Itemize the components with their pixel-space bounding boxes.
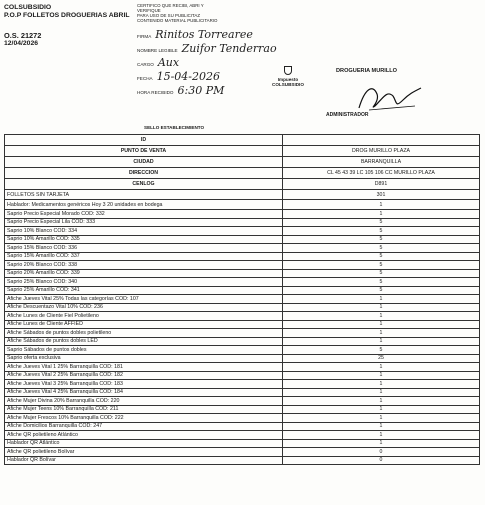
fecha-field: FECHA 15-04-2026 [137, 70, 220, 83]
table-row [5, 397, 480, 406]
delivery-table [4, 134, 480, 465]
nombre-field: NOMBRE LEGIBLE Zuifor Tenderrao [137, 42, 277, 55]
table-row [5, 439, 480, 448]
info-value: DROG MURILLO PLAZA [283, 146, 480, 157]
item-name: Saprio 15% Amarillo COD: 337 [5, 252, 283, 261]
info-row [5, 179, 480, 190]
table-row [5, 337, 480, 346]
item-name: Afiche Jueves Vital 4 25% Barranquilla COD: 184 [5, 388, 283, 397]
table-row [5, 261, 480, 270]
item-quantity: 1 [283, 371, 480, 380]
item-name: Saprio Precio Especial Morado COD: 332 [5, 210, 283, 219]
table-row [5, 388, 480, 397]
item-quantity: 1 [283, 210, 480, 219]
item-quantity: 1 [283, 312, 480, 321]
item-name: Saprio 10% Amarillo COD: 335 [5, 235, 283, 244]
table-row [5, 431, 480, 440]
item-quantity: 5 [283, 244, 480, 253]
table-row [5, 269, 480, 278]
table-row [5, 380, 480, 389]
item-name: Afiche Descuentazo Vital 10% COD: 236 [5, 303, 283, 312]
item-name: Saprio 20% Blanco COD: 338 [5, 261, 283, 270]
info-label: PUNTO DE VENTA [5, 146, 283, 157]
item-name: Saprio Sábados de puntos dobles [5, 346, 283, 355]
item-quantity: 1 [283, 414, 480, 423]
certification-text [137, 3, 257, 23]
sello-label: SELLO ESTABLECIMIENTO [144, 125, 205, 130]
item-quantity: 5 [283, 261, 480, 270]
table-row [5, 210, 480, 219]
table-row [5, 329, 480, 338]
item-quantity: 1 [283, 388, 480, 397]
item-name: Afiche Jueves Vital 3 25% Barranquilla COD: 183 [5, 380, 283, 389]
document-date: 12/04/2026 [4, 40, 39, 48]
shield-icon [284, 66, 292, 75]
item-name: Afiche Jueves Vital 2 25% Barranquilla COD: 182 [5, 371, 283, 380]
table-row [5, 227, 480, 236]
cert-line: CERTIFICO QUE RECIBI, ABRI Y [137, 3, 204, 8]
table-row [5, 371, 480, 380]
table-row [5, 286, 480, 295]
info-value: CL 45 43 39 LC 105 106 CC MURILLO PLAZA [283, 168, 480, 179]
item-quantity: 1 [283, 200, 480, 210]
item-name: Hablador QR Atlántico [5, 439, 283, 448]
info-label: CENLOG [5, 179, 283, 190]
colsubsidio-stamp: Impuesto COLSUBSIDIO [272, 66, 304, 87]
header-block [4, 4, 130, 49]
table-row [5, 295, 480, 304]
table-row [5, 405, 480, 414]
item-quantity: 301 [283, 190, 480, 200]
cert-line: PARA USO DE SU PUBLICITAZ [137, 13, 201, 19]
item-name: Afiche Mujer Frescos 10% Barranquilla COD: 222 [5, 414, 283, 423]
table-row [5, 363, 480, 372]
info-value: BARRANQUILLA [283, 157, 480, 168]
cert-line: VERIFIQUE [137, 8, 161, 14]
item-quantity: 5 [283, 346, 480, 355]
table-row [5, 235, 480, 244]
table-row [5, 422, 480, 431]
item-quantity: 1 [283, 363, 480, 372]
info-row [5, 157, 480, 168]
item-name: Afiche Domicilios Barranquilla COD: 247 [5, 422, 283, 431]
table-row [5, 312, 480, 321]
os-number: O.S. 21272 [4, 30, 42, 40]
info-row [5, 146, 480, 157]
item-name: Saprio 15% Blanco COD: 336 [5, 244, 283, 253]
item-quantity: 1 [283, 431, 480, 440]
admin-label: ADMINISTRADOR [326, 112, 369, 118]
item-name: Afiche QR polietileno Atlántico [5, 431, 283, 440]
document-subtitle: P.O.P FOLLETOS DROGUERIAS ABRIL [4, 12, 130, 20]
item-name: Afiche QR polietileno Bolívar [5, 448, 283, 457]
item-name: Hablador: Medicamentos genéricos Hoy 3 20 unidades en bodega [5, 200, 283, 210]
table-row [5, 346, 480, 355]
table-row [5, 190, 480, 200]
table-row [5, 320, 480, 329]
cargo-field: CARGO Aux [137, 56, 180, 69]
table-row [5, 456, 480, 465]
table-row [5, 448, 480, 457]
firma-field: FIRMA Rinitos Torrearee [137, 28, 253, 41]
info-value: D891 [283, 179, 480, 190]
item-quantity: 5 [283, 252, 480, 261]
item-quantity: 5 [283, 278, 480, 287]
table-row [5, 244, 480, 253]
item-quantity: 0 [283, 448, 480, 457]
info-row [5, 135, 480, 146]
item-quantity: 25 [283, 354, 480, 363]
info-label: CIUDAD [5, 157, 283, 168]
table-row [5, 354, 480, 363]
item-quantity: 1 [283, 337, 480, 346]
hora-field: HORA RECIBIDO 6:30 PM [137, 84, 225, 97]
item-quantity: 5 [283, 218, 480, 227]
item-quantity: 1 [283, 303, 480, 312]
table-row [5, 218, 480, 227]
item-name: Saprio oferta exclusiva [5, 354, 283, 363]
drogueria-label: DROGUERIA MURILLO [336, 68, 398, 74]
item-name: Saprio 10% Blanco COD: 334 [5, 227, 283, 236]
items-section [5, 190, 480, 465]
item-quantity: 1 [283, 405, 480, 414]
item-name: Afiche Lunes de Cliente AFFIED [5, 320, 283, 329]
item-name: Saprio 25% Blanco COD: 340 [5, 278, 283, 287]
item-quantity: 0 [283, 456, 480, 465]
store-info-section [5, 135, 480, 190]
cert-line: CONTENIDO MATERIAL PUBLICITARIO [137, 18, 218, 24]
item-quantity: 1 [283, 422, 480, 431]
item-quantity: 1 [283, 329, 480, 338]
item-quantity: 1 [283, 380, 480, 389]
item-name: Afiche Jueves Vital 1 25% Barranquilla COD: 181 [5, 363, 283, 372]
item-name: Afiche Sábados de puntos dobles LED [5, 337, 283, 346]
item-name: Saprio Precio Especial Lila COD: 333 [5, 218, 283, 227]
item-name: Afiche Sábados de puntos dobles polietileno [5, 329, 283, 338]
item-name: Saprio 25% Amarillo COD: 341 [5, 286, 283, 295]
info-row [5, 168, 480, 179]
table-row [5, 200, 480, 210]
info-value [283, 135, 480, 146]
item-quantity: 5 [283, 286, 480, 295]
item-quantity: 1 [283, 295, 480, 304]
item-name: Afiche Mujer Teens 10% Barranquilla COD: 211 [5, 405, 283, 414]
table-row [5, 278, 480, 287]
item-quantity: 1 [283, 397, 480, 406]
item-quantity: 1 [283, 439, 480, 448]
item-quantity: 5 [283, 269, 480, 278]
item-quantity: 5 [283, 227, 480, 236]
table-row [5, 303, 480, 312]
item-quantity: 5 [283, 235, 480, 244]
item-quantity: 1 [283, 320, 480, 329]
item-name: FOLLETOS SIN TARJETA [5, 190, 283, 200]
item-name: Afiche Lunes de Cliente Fiel Polietileno [5, 312, 283, 321]
item-name: Afiche Mujer Divina 20% Barranquilla COD: 220 [5, 397, 283, 406]
item-name: Saprio 20% Amarillo COD: 339 [5, 269, 283, 278]
handwritten-signature [355, 80, 425, 114]
table-row [5, 414, 480, 423]
item-name: Hablador QR Bolívar [5, 456, 283, 465]
table-row [5, 252, 480, 261]
info-label: DIRECCION [5, 168, 283, 179]
item-name: Afiche Jueves Vital 25% Todas las categorías COD: 107 [5, 295, 283, 304]
company-name: COLSUBSIDIO [4, 4, 52, 11]
info-label: ID [5, 135, 283, 146]
